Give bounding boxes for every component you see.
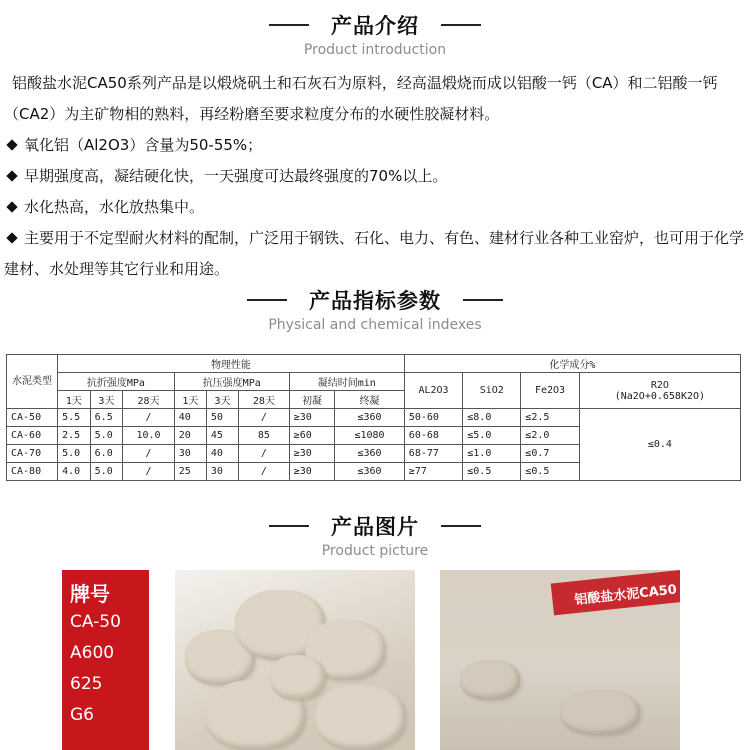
heading-rule-right <box>463 299 503 301</box>
header-r2o-label: R2O <box>650 379 669 391</box>
cell-r2o-value: ≤0.4 <box>579 409 740 481</box>
brand-item: G6 <box>70 705 94 725</box>
header-final-set: 终凝 <box>335 391 405 409</box>
cell-value: 6.5 <box>90 409 123 427</box>
header-day1: 1天 <box>174 391 206 409</box>
cell-type: CA-80 <box>7 463 58 481</box>
bullet-item <box>4 192 746 223</box>
product-gallery <box>0 570 750 750</box>
header-type: 水泥类型 <box>7 355 58 409</box>
header-initial-set: 初凝 <box>289 391 335 409</box>
header-chemical: 化学成分% <box>404 355 740 373</box>
section-subtitle: Product picture <box>321 543 429 559</box>
section-heading-intro <box>0 10 750 58</box>
cell-value: ≥30 <box>289 463 335 481</box>
section-heading-pictures <box>0 511 750 559</box>
cell-value: / <box>123 463 175 481</box>
header-r2o <box>579 373 740 409</box>
cell-value: ≤360 <box>335 409 405 427</box>
cell-value: 25 <box>174 463 206 481</box>
brand-item: CA-50 <box>70 612 121 632</box>
cell-value: 5.0 <box>90 427 123 445</box>
spec-table <box>6 354 741 481</box>
cell-value: ≤360 <box>335 463 405 481</box>
cell-value: ≤5.0 <box>463 427 521 445</box>
brand-label: 牌号 <box>70 582 110 606</box>
header-compressive: 抗压强度MPa <box>174 373 289 391</box>
cell-value: / <box>239 463 290 481</box>
cell-value: 6.0 <box>90 445 123 463</box>
cell-type: CA-60 <box>7 427 58 445</box>
header-day1: 1天 <box>58 391 91 409</box>
cell-value: ≥77 <box>404 463 462 481</box>
section-title: 产品介绍 <box>331 14 419 38</box>
bag-label: 铝酸盐水泥CA50 <box>551 570 680 615</box>
bullet-text: 主要用于不定型耐火材料的配制，广泛用于钢铁、石化、电力、有色、建材行业各种工业窑炉，也可用于化学建材、水处理等其它行业和用途。 <box>4 229 745 278</box>
header-day28: 28天 <box>123 391 175 409</box>
heading-rule-right <box>441 24 481 26</box>
header-fe2o3: Fe2O3 <box>521 373 579 409</box>
cell-value: 5.0 <box>58 445 91 463</box>
header-flexural: 抗折强度MPa <box>58 373 175 391</box>
header-physical: 物理性能 <box>58 355 405 373</box>
bullet-text: 早期强度高，凝结硬化快，一天强度可达最终强度的70%以上。 <box>24 167 448 185</box>
header-al2o3: AL2O3 <box>404 373 462 409</box>
cell-value: / <box>123 409 175 427</box>
cell-value: ≤2.5 <box>521 409 579 427</box>
cell-value: 85 <box>239 427 290 445</box>
cell-value: 20 <box>174 427 206 445</box>
bullet-text: 水化热高，水化放热集中。 <box>24 198 205 216</box>
cell-value: ≤0.5 <box>521 463 579 481</box>
cell-value: 50-60 <box>404 409 462 427</box>
section-title: 产品指标参数 <box>309 289 441 313</box>
section-title: 产品图片 <box>331 515 419 539</box>
diamond-bullet-icon <box>6 201 17 212</box>
bullet-item <box>4 130 746 161</box>
bullet-item <box>4 223 746 285</box>
cell-value: / <box>239 445 290 463</box>
header-sio2: SiO2 <box>463 373 521 409</box>
cell-value: 68-77 <box>404 445 462 463</box>
cell-value: / <box>239 409 290 427</box>
cell-value: 10.0 <box>123 427 175 445</box>
diamond-bullet-icon <box>6 170 17 181</box>
bullet-item <box>4 161 746 192</box>
cell-value: 50 <box>206 409 238 427</box>
diamond-bullet-icon <box>6 232 17 243</box>
cell-value: ≤1.0 <box>463 445 521 463</box>
cell-value: ≤2.0 <box>521 427 579 445</box>
cell-value: 60-68 <box>404 427 462 445</box>
header-day28: 28天 <box>239 391 290 409</box>
brand-card <box>62 570 149 750</box>
cell-type: CA-70 <box>7 445 58 463</box>
brand-item: A600 <box>70 643 115 663</box>
bullet-text: 氧化铝（Al2O3）含量为50-55%； <box>24 136 263 154</box>
heading-rule-left <box>269 24 309 26</box>
cell-value: ≥30 <box>289 409 335 427</box>
header-day3: 3天 <box>206 391 238 409</box>
heading-rule-left <box>269 525 309 527</box>
cell-value: 40 <box>206 445 238 463</box>
section-heading-params <box>0 285 750 333</box>
diamond-bullet-icon <box>6 139 17 150</box>
header-day3: 3天 <box>90 391 123 409</box>
cell-value: 5.5 <box>58 409 91 427</box>
cement-powder-photo <box>175 570 415 750</box>
heading-rule-right <box>441 525 481 527</box>
cell-value: ≥30 <box>289 445 335 463</box>
brand-item: 625 <box>70 674 103 694</box>
heading-rule-left <box>247 299 287 301</box>
cell-value: ≤0.7 <box>521 445 579 463</box>
section-subtitle: Physical and chemical indexes <box>268 317 482 333</box>
cell-value: ≤360 <box>335 445 405 463</box>
table-row <box>7 409 741 427</box>
cell-value: 30 <box>174 445 206 463</box>
cell-value: ≤8.0 <box>463 409 521 427</box>
cell-value: 40 <box>174 409 206 427</box>
cell-value: 30 <box>206 463 238 481</box>
cell-value: 45 <box>206 427 238 445</box>
intro-paragraph: 铝酸盐水泥CA50系列产品是以煅烧矾土和石灰石为原料，经高温煅烧而成以铝酸一钙（CA）和二铝酸一钙（CA2）为主矿物相的熟料，再经粉磨至要求粒度分布的水硬性胶凝材料。 <box>4 74 718 123</box>
cement-bag-photo <box>440 570 680 750</box>
cell-value: / <box>123 445 175 463</box>
intro-text <box>4 68 746 285</box>
cell-value: ≤1080 <box>335 427 405 445</box>
section-subtitle: Product introduction <box>303 42 447 58</box>
cell-value: 5.0 <box>90 463 123 481</box>
cell-value: ≥60 <box>289 427 335 445</box>
cell-value: 2.5 <box>58 427 91 445</box>
header-setting: 凝结时间min <box>289 373 404 391</box>
cell-value: ≤0.5 <box>463 463 521 481</box>
cell-value: 4.0 <box>58 463 91 481</box>
header-r2o-formula: (Na2O+0.658K2O) <box>614 390 706 402</box>
spec-table-wrap <box>6 354 741 481</box>
cell-type: CA-50 <box>7 409 58 427</box>
